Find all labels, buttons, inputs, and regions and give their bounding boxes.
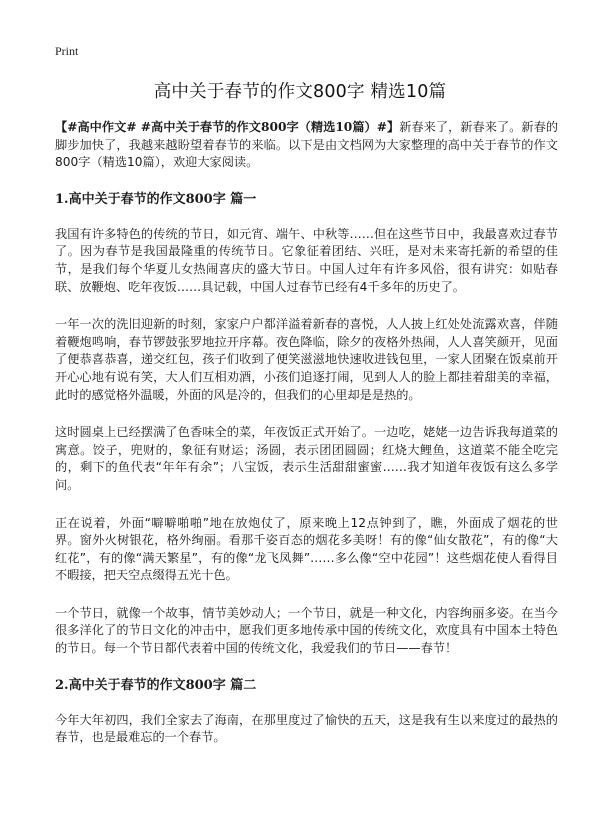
intro-tag: 【#高中作文# #高中关于春节的作文800字（精选10篇）#】 xyxy=(55,120,400,134)
section-heading-1: 1.高中关于春节的作文800字 篇一 xyxy=(55,191,257,207)
intro-text: 新春来了，新春来了。新春的脚步加快了，我越来越盼望着春节的来临。以下是由文档网为大家整理的高中关于春节的作文800字（精选10篇），欢迎大家阅读。 xyxy=(55,120,559,170)
section-1-paragraph-5: 一个节日，就像一个故事，情节美妙动人；一个节日，就是一种文化，内容绚丽多姿。在当今很多洋化了的节日文化的冲击中，愿我们更多地传承中国的传统文化，欢度具有中国本土特色的节日。每一个节日都代表着中国的传统文化，我爱我们的节日——春节！ xyxy=(55,605,558,656)
section-1-paragraph-2: 一年一次的洗旧迎新的时刻，家家户户都洋溢着新春的喜悦，人人披上红处处流露欢喜，伴随着鞭炮鸣响，春节锣鼓张罗地拉开序幕。夜色降临，除夕的夜格外热闹，人人喜笑颜开，见面了便恭喜恭喜，递交红包，孩子们收到了便笑滋滋地快速收进钱包里，一家人团聚在饭桌前开开心心地有说有笑，大人们互相劝酒，小孩们追逐打闹，见到人人的脸上都挂着甜美的幸福，此时的感觉格外温暖，外面的风是冷的，但我们的心里却是是热的。 xyxy=(55,317,558,402)
section-heading-2: 2.高中关于春节的作文800字 篇二 xyxy=(55,677,257,693)
intro-paragraph xyxy=(55,119,558,172)
section-1-paragraph-1: 我国有许多特色的传统的节日，如元宵、端午、中秋等……但在这些节日中，我最喜欢过春节了。因为春节是我国最隆重的传统节日。它象征着团结、兴旺，是对未来寄托新的希望的佳节，是我们每个华夏儿女热闹喜庆的盛大节日。中国人过年有许多风俗，很有讲究：如贴春联、放鞭炮、吃年夜饭……具记载，中国人过春节已经有4千多年的历史了。 xyxy=(55,226,558,294)
section-1-paragraph-3: 这时圆桌上已经摆满了色香味全的菜，年夜饭正式开始了。一边吃，姥姥一边告诉我每道菜的寓意。饺子，兜财的，象征有财运；汤圆，表示团团圆圆；红烧大鲤鱼，这道菜不能全吃完的，剩下的鱼代表“年年有余”；八宝饭，表示生活甜甜蜜蜜……我才知道年夜饭有这么多学问。 xyxy=(55,425,558,492)
document-title: 高中关于春节的作文800字 精选10篇 xyxy=(153,82,447,102)
print-label: Print xyxy=(55,44,79,58)
document-body xyxy=(55,119,558,747)
section-2-paragraph-1: 今年大年初四，我们全家去了海南，在那里度过了愉快的五天，这是我有生以来度过的最热的春节，也是最难忘的一个春节。 xyxy=(55,712,558,745)
section-1-paragraph-4: 正在说着，外面“噼噼啪啪”地在放炮仗了，原来晚上12点钟到了，瞧，外面成了烟花的世界。窗外火树银花，格外绚丽。看那千姿百态的烟花多美呀！有的像“仙女散花”，有的像“大红花”，有的像“满天繁星”，有的像“龙飞凤舞”……多么像“空中花园”！这些烟花使人看得目不暇接，把天空点缀得五光十色。 xyxy=(55,515,558,583)
